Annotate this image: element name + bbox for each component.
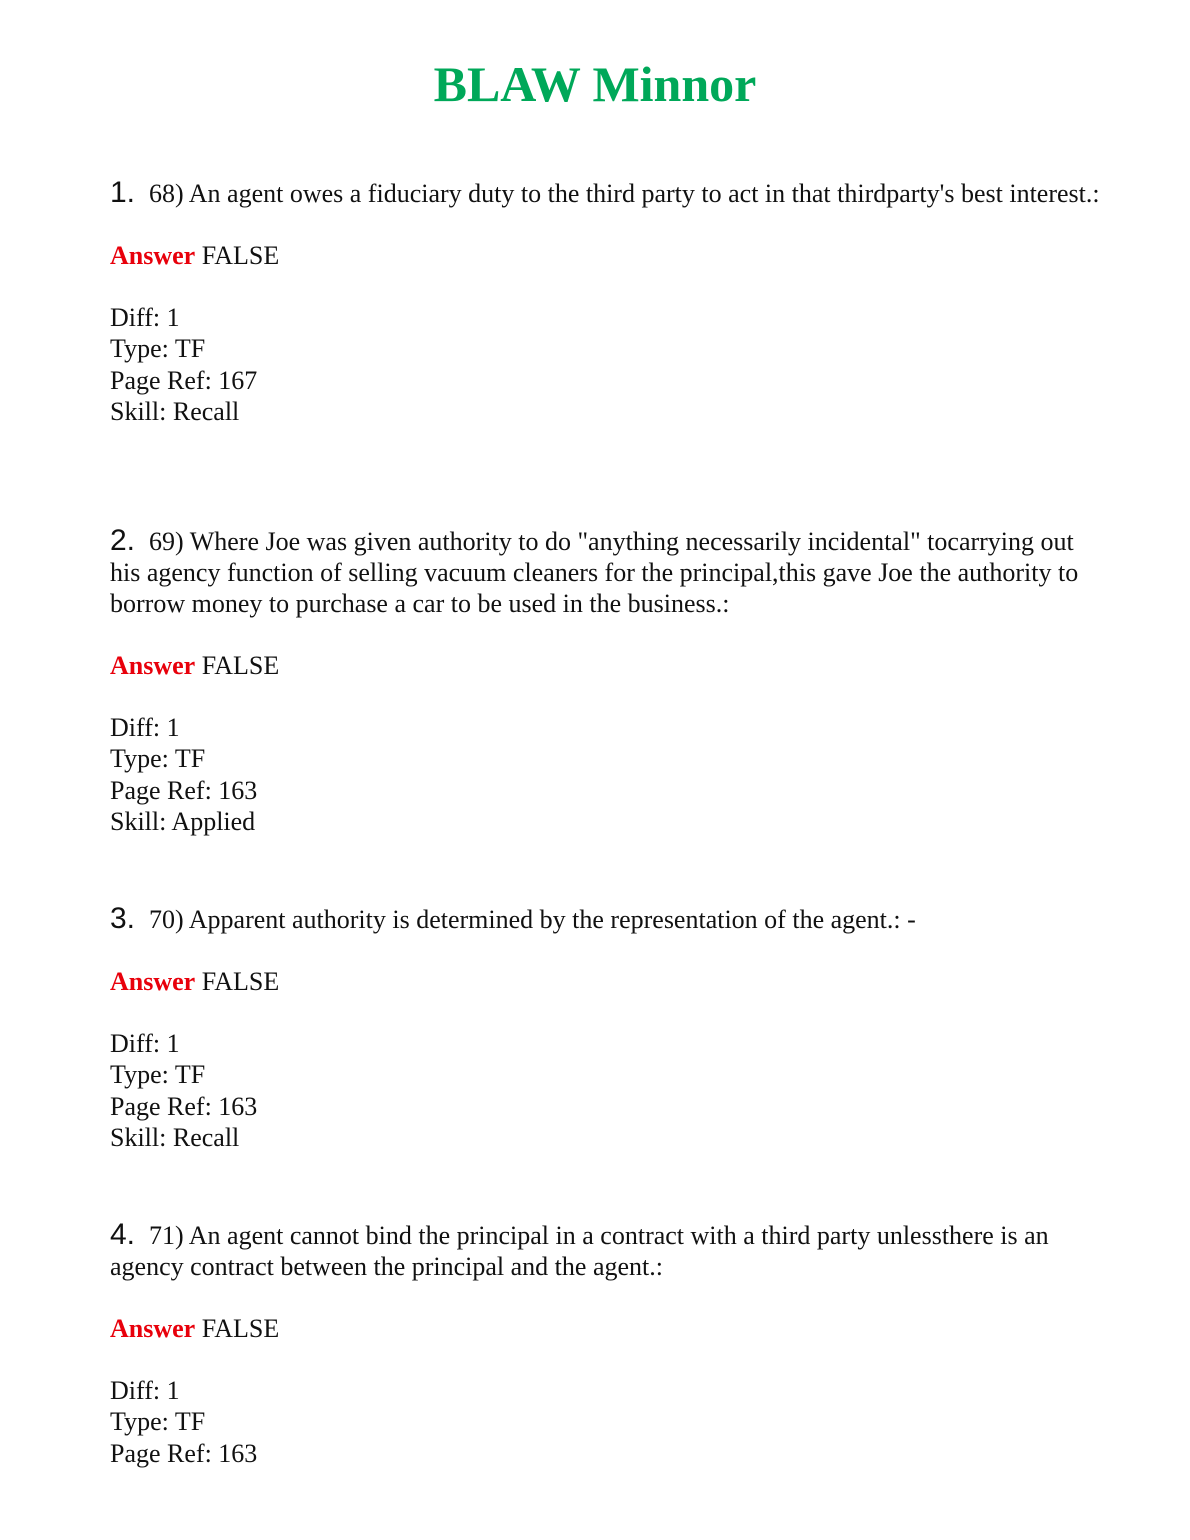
question-meta <box>110 1028 1100 1153</box>
answer-label: Answer <box>110 241 196 270</box>
skill-line: Skill: Applied <box>110 806 256 836</box>
page-ref-line: Page Ref: 167 <box>110 365 258 395</box>
question-3 <box>110 903 1100 1153</box>
question-2 <box>110 525 1100 837</box>
question-prompt: 71) An agent cannot bind the principal in a contract with a third party unlessthere is an agency contract between the principal and the agent.: <box>110 1221 1049 1281</box>
question-text <box>110 903 1100 935</box>
diff-line: Diff: 1 <box>110 303 180 332</box>
answer-line <box>110 1313 1100 1344</box>
question-text <box>110 525 1100 619</box>
diff-line: Diff: 1 <box>110 1376 180 1405</box>
page-title: BLAW Minnor <box>433 56 757 112</box>
question-text <box>110 1219 1100 1282</box>
answer-label: Answer <box>110 651 196 680</box>
question-number: 1. <box>110 176 136 209</box>
page-ref-line: Page Ref: 163 <box>110 1438 258 1468</box>
answer-label: Answer <box>110 967 196 996</box>
question-number: 4. <box>110 1218 136 1251</box>
question-meta <box>110 302 1100 427</box>
question-prompt: 70) Apparent authority is determined by the representation of the agent.: - <box>149 905 916 934</box>
skill-line: Skill: Recall <box>110 396 240 426</box>
diff-line: Diff: 1 <box>110 713 180 742</box>
answer-value: FALSE <box>201 967 280 996</box>
answer-line <box>110 240 1100 271</box>
type-line: Type: TF <box>110 334 206 364</box>
type-line: Type: TF <box>110 1407 206 1437</box>
answer-value: FALSE <box>201 1314 280 1343</box>
question-number: 2. <box>110 524 136 557</box>
answer-line <box>110 650 1100 681</box>
page-ref-line: Page Ref: 163 <box>110 775 258 805</box>
question-1 <box>110 177 1100 427</box>
answer-label: Answer <box>110 1314 196 1343</box>
page-ref-line: Page Ref: 163 <box>110 1091 258 1121</box>
question-text <box>110 177 1100 209</box>
skill-line: Skill: Recall <box>110 1122 240 1152</box>
answer-value: FALSE <box>201 241 280 270</box>
question-meta <box>110 1375 1100 1469</box>
answer-line <box>110 966 1100 997</box>
question-prompt: 68) An agent owes a fiduciary duty to the third party to act in that thirdparty's best interest.: <box>149 179 1100 208</box>
question-prompt: 69) Where Joe was given authority to do "anything necessarily incidental" tocarrying out his agency function of selling vacuum cleaners for the principal,this gave Joe the authority to borrow money to purchase a car to be used in the business.: <box>110 527 1079 618</box>
answer-value: FALSE <box>201 651 280 680</box>
question-number: 3. <box>110 902 136 935</box>
diff-line: Diff: 1 <box>110 1029 180 1058</box>
type-line: Type: TF <box>110 1060 206 1090</box>
question-meta <box>110 712 1100 837</box>
type-line: Type: TF <box>110 744 206 774</box>
question-4 <box>110 1219 1100 1469</box>
